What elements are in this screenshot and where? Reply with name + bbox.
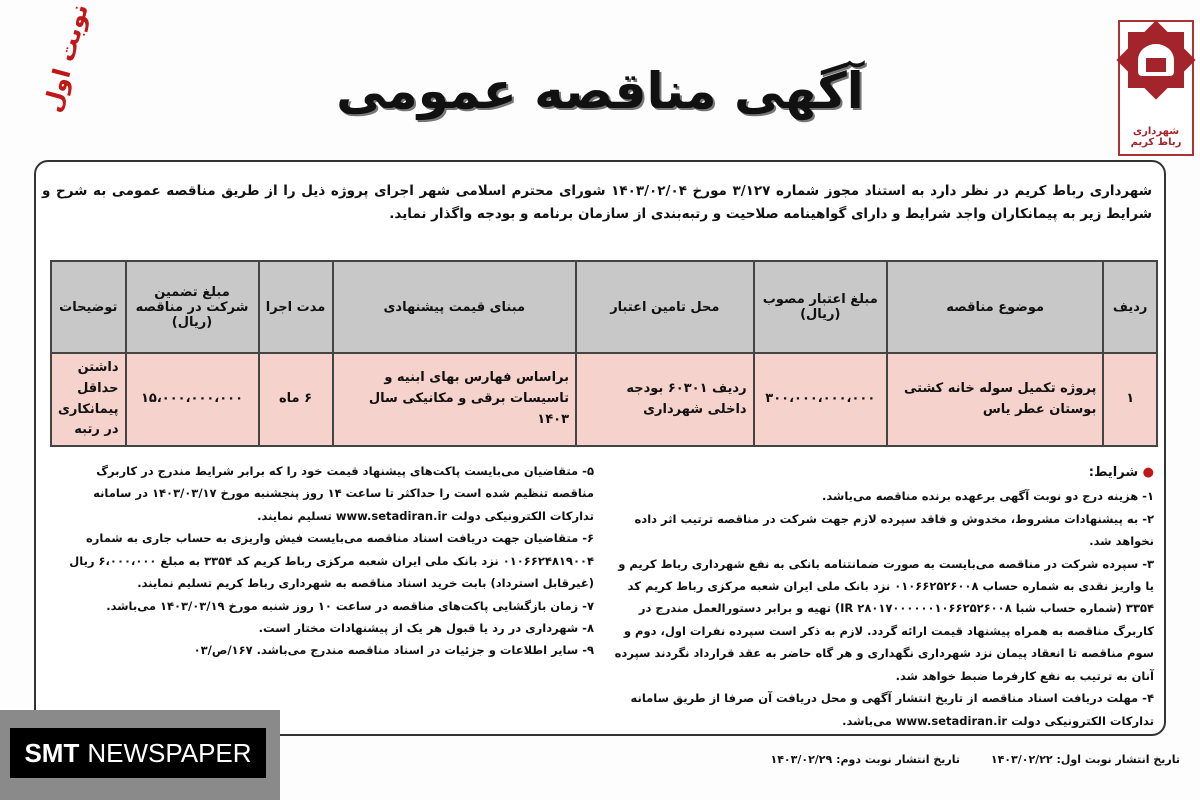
municipality-logo [1118,20,1194,156]
condition-item-3: ۳- سپرده شرکت در مناقصه می‌بایست به صورت ضمانتنامه بانکی به نفع شهرداری رباط کریم و یا واریز نقدی به شماره حساب ۰۱۰۶۶۲۵۲۶۰۰۸ نزد بانک ملی ایران شعبه مرکزی رباط کریم کد ۳۳۵۴ (شماره حساب شبا IR ۲۸۰۱۷۰۰۰۰۰۰۱۰۶۶۲۵۲۶۰۰۸) تهیه و برابر دستورالعمل مندرج در کاربرگ مناقصه به همراه پیشنهاد قیمت ارائه گردد. لازم به ذکر است سپرده نفرات اول، دوم و سوم مناقصه تا انعقاد پیمان نزد شهرداری نگهداری و هر گاه حاضر به عقد قرارداد نگردند سپرده آنان به ترتیب به نفع کارفرما ضبط خواهد شد. [614,556,1154,683]
newspaper-brand [10,728,266,778]
conditions-heading [614,460,1154,485]
logo-building-icon [1138,44,1174,76]
tender-table [50,260,1158,447]
cell-row-no: ۱ [1103,353,1157,446]
intro-paragraph: شهرداری رباط کریم در نظر دارد به استناد مجوز شماره ۳/۱۲۷ مورخ ۱۴۰۳/۰۲/۰۴ شورای محترم اسلامی شهر اجرای پروژه ذیل را از طریق مناقصه عمومی به شرح و شرایط زیر به پیمانکاران واجد شرایط و دارای گواهینامه صلاحیت و رتبه‌بندی از سازمان برنامه و بودجه واگذار نماید. [42,183,1152,222]
conditions-right-column [614,460,1154,732]
condition-item-4: ۴- مهلت دریافت اسناد مناقصه از تاریخ انتشار آگهی و محل دریافت آن صرفا از طریق سامانه تدارکات الکترونیکی دولت www.setadiran.ir می‌باشد. [630,691,1154,728]
round-label: نوبت اول [38,0,94,116]
conditions-heading-text: شرایط: [1088,465,1139,480]
col-approved-credit: مبلغ اعتبار مصوب (ریال) [754,261,887,353]
cell-guarantee: ۱۵،۰۰۰،۰۰۰،۰۰۰ [126,353,259,446]
second-publication-date: تاریخ انتشار نوبت دوم: ۱۴۰۳/۰۲/۲۹ [770,753,960,766]
condition-item-8: ۸- شهرداری در رد یا قبول هر یک از پیشنهادات مختار است. [258,620,594,635]
col-funding-source: محل تامین اعتبار [576,261,754,353]
condition-item-7: ۷- زمان بازگشایی پاکت‌های مناقصه در ساعت ۱۰ روز شنبه مورخ ۱۴۰۳/۰۳/۱۹ می‌باشد. [106,598,594,613]
condition-item-5: ۵- متقاضیان می‌بایست پاکت‌های پیشنهاد قیمت خود را که برابر شرایط مندرج در کاربرگ مناقصه تنظیم شده است را حداکثر تا ساعت ۱۴ روز پنجشنبه مورخ ۱۴۰۳/۰۳/۱۷ در سامانه تدارکات الکترونیکی دولت www.setadiran.ir تسلیم نمایند. [93,464,594,523]
cell-subject: پروژه تکمیل سوله خانه کشتی بوستان عطر یاس [887,353,1103,446]
first-publication-date: تاریخ انتشار نوبت اول: ۱۴۰۳/۰۲/۲۲ [990,753,1180,766]
cell-notes: داشتن حداقل پیمانکاری در رتبه [51,353,126,446]
col-subject: موضوع مناقصه [887,261,1103,353]
brand-sub: NEWSPAPER [87,737,252,768]
col-row-no: ردیف [1103,261,1157,353]
cell-funding-source: ردیف ۶۰۳۰۱ بودجه داخلی شهرداری [576,353,754,446]
condition-item-1: ۱- هزینه درج دو نوبت آگهی برعهده برنده مناقصه می‌باشد. [822,489,1154,504]
brand-main: SMT [24,737,80,768]
logo-caption: شهرداری رباط کریم [1130,126,1182,148]
cell-price-basis: براساس فهارس بهای ابنیه و تاسیسات برقی و مکانیکی سال ۱۴۰۳ [333,353,576,446]
col-price-basis: مبنای قیمت پیشنهادی [333,261,576,353]
col-guarantee: مبلغ تضمین شرکت در مناقصه (ریال) [126,261,259,353]
cell-duration: ۶ ماه [259,353,333,446]
cell-approved-credit: ۳۰۰،۰۰۰،۰۰۰،۰۰۰ [754,353,887,446]
col-notes: توضیحات [51,261,126,353]
conditions-left-column [54,460,594,662]
condition-item-2: ۲- به پیشنهادات مشروط، مخدوش و فاقد سپرده لازم جهت شرکت در مناقصه ترتیب اثر داده نخواهد شد. [634,511,1154,549]
condition-item-9: ۹- سایر اطلاعات و جزئیات در اسناد مناقصه مندرج می‌باشد. ۱۶۷/ص/۰۳ [193,643,594,658]
col-duration: مدت اجرا [259,261,333,353]
condition-item-6: ۶- متقاضیان جهت دریافت اسناد مناقصه می‌بایست فیش واریزی به حساب جاری به شماره ۰۱۰۶۶۲۴۸۱۹۰۰۴ نزد بانک ملی ایران شعبه مرکزی رباط کریم کد ۳۳۵۴ به مبلغ ۶،۰۰۰،۰۰۰ ریال (غیرقابل استرداد) بابت خرید اسناد مناقصه به شهرداری رباط کریم تسلیم نمایند. [69,531,594,591]
table-header-row [51,261,1157,353]
notice-title: آگهی مناقصه عمومی [336,62,864,120]
table-row [51,353,1157,446]
bullet-icon: ● [1138,465,1154,480]
